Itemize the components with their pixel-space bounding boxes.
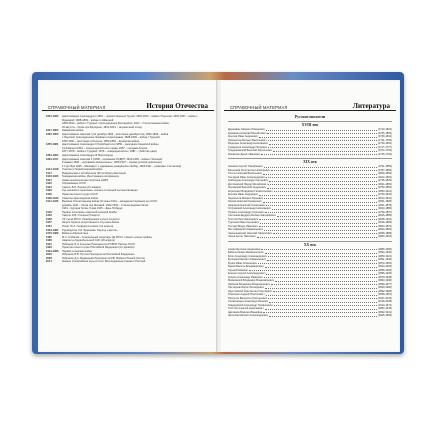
writer-name: Короленко Владимир Галактионович (228, 189, 273, 193)
leader-dots (268, 140, 378, 141)
leader-dots (267, 260, 377, 261)
writer-dates: (1809-1852) (377, 172, 392, 175)
history-entry-text: Смерть И.В. Сталина (5 марта) (62, 214, 100, 218)
left-page-header (42, 94, 214, 111)
leader-dots (263, 174, 377, 175)
writer-name: Достоевский Фёдор Михайлович (228, 182, 268, 186)
writer-name: Распутин Валентин Григорьевич (228, 296, 268, 300)
history-entry-text: Гражданская война. Иностранная интервенция (62, 175, 119, 179)
writer-dates: (1766-1826) (377, 131, 392, 135)
writer-dates: (1895-1925) (377, 272, 392, 275)
writer-dates: (1910-1971) (377, 303, 392, 307)
writer-name: Платонов Андрей Платонович (228, 293, 265, 296)
writer-name: Тургенев Иван Сергеевич (228, 221, 259, 224)
writer-dates: (1918-2008) (377, 300, 392, 303)
history-entry-year: 1994-1996 (46, 249, 59, 253)
history-list (38, 115, 218, 264)
writer-name: Сумароков Александр Петрович (228, 145, 268, 149)
writer-dates: (1814-1841) (377, 196, 392, 200)
writer-dates: (1749-1802) (377, 142, 392, 145)
writer-name: Батюшков Константин Николаевич (228, 168, 270, 172)
history-entry-year: 1993 (46, 246, 52, 250)
writer-name: Гончаров Иван Александрович (228, 175, 266, 179)
leader-dots (261, 249, 377, 250)
writer-entry (228, 153, 392, 157)
writer-name: Твардовский Александр Трифонович (228, 303, 273, 307)
history-entry-text: 19 февраля 1861 – отмена крепостного права; 1867 – продажа Аляски; (62, 146, 148, 150)
writer-dates: (1891-1940) (377, 258, 392, 261)
writer-name: Паустовский Константин Георгиевич (228, 289, 272, 293)
history-entry-year: 1921 (46, 178, 52, 182)
leader-dots (265, 267, 377, 268)
history-entry-year: 1817-1864 (46, 129, 59, 133)
history-entry-year: 1941-1945 (46, 200, 59, 204)
leader-dots (266, 177, 377, 178)
writer-dates: (1890-1960) (377, 286, 392, 289)
writer-name: Тютчев Фёдор Иванович (228, 224, 258, 228)
writer-dates: (1870-1953) (377, 261, 392, 265)
leader-dots (269, 316, 377, 317)
leader-dots (273, 233, 377, 234)
leader-dots (274, 305, 377, 306)
writer-dates: (1745-1792) (377, 152, 392, 156)
writer-name: Радищев Александр Николаевич (228, 142, 268, 145)
writer-entry (228, 235, 392, 239)
writer-dates: (1795-1829) (377, 179, 392, 182)
writer-name: Бабель Исаак Эммануилович (228, 251, 264, 254)
century-heading: XVIII век (228, 121, 392, 127)
history-entry-text: Принятие Конституции Российской Федерации (12 декабря) (62, 246, 135, 250)
writer-name: Горький Максим (228, 268, 248, 272)
writer-name: Набоков Владимир Владимирович (228, 282, 270, 286)
history-entry-year: 1956 (46, 217, 52, 221)
history-entry-text: 26 августа – битва при Бородине; 1813-1814 – заграничный поход. (62, 125, 143, 129)
history-entry-text: 1943 – Курская битва; 9 мая 1945 – День Победы) (62, 207, 123, 211)
history-entry-text: 1806-1812 – война с Турцией, присоединение Бессарабии; 1812 – Отечественная война; (62, 122, 170, 126)
history-entry-year: 1961 (46, 224, 52, 228)
writer-name: Ахматова Анна Андреевна (228, 247, 261, 251)
right-page-header (224, 94, 396, 111)
writer-name: Аксаков Сергей Тимофеевич (228, 165, 263, 168)
leader-dots (274, 191, 377, 192)
history-entry-text: Царствование Александра III Миротворца (62, 154, 113, 158)
history-entry-year: 1855-1881 (46, 143, 59, 147)
leader-dots (265, 288, 377, 289)
leader-dots (273, 151, 377, 152)
writer-entry (228, 314, 392, 318)
history-entry-text: Избрание Д.А. Медведева Президентом РФ. Война в Южной Осетии (62, 256, 145, 260)
writer-name: Цветаева Марина Ивановна (228, 310, 263, 314)
leader-dots (265, 309, 377, 310)
writer-dates: (1826-1889) (377, 214, 392, 217)
history-entry-text: 1877-1878 – война с Турцией; 1879 – «Народная воля»; 1881 – убийство царя) (62, 150, 157, 154)
history-entry-year: 1964-1982 (46, 228, 59, 232)
leader-dots (266, 274, 377, 275)
writer-dates: (1743-1816) (377, 128, 392, 131)
writer-name: Крылов Иван Андреевич (228, 193, 258, 196)
writer-dates: (1831-1895) (377, 200, 392, 203)
history-entry-text: Зимние Олимпийские игры в Сочи. Воссоединение Крыма с Россией (62, 260, 146, 264)
leader-dots (259, 226, 377, 227)
writer-dates: (1828-1889) (377, 231, 392, 235)
century-heading: XIX век (228, 158, 392, 164)
writer-name: Бунин Иван Алексеевич (228, 261, 257, 265)
leader-dots (259, 137, 377, 138)
right-page (220, 80, 400, 352)
history-entry-text: Избрание Б.Н. Ельцина Президентом РСФСР. Распад СССР (62, 242, 136, 246)
writer-dates: (1828-1910) (377, 217, 392, 221)
writer-name: Шолохов Михаил Александрович (228, 314, 269, 317)
leader-dots (271, 284, 377, 285)
writer-name: Грибоедов Александр Сергеевич (228, 179, 268, 182)
writer-dates: (1868-1936) (377, 268, 392, 272)
history-entry-text: Принятие Конституции СССР (62, 193, 98, 197)
history-entry-text: декабрь 1941 – битва под Москвой; 1942-1943 – Сталинградская битва; (62, 203, 149, 207)
writer-name: Маяковский Владимир Владимирович (228, 279, 275, 282)
writer-dates: (1860-1904) (377, 235, 392, 238)
leader-dots (267, 188, 377, 189)
writer-name: Блок Александр Александрович (228, 254, 267, 258)
history-entry-text: Участие в Первой мировой войне (62, 168, 103, 172)
history-entry-text: Великая Отечественная война (22 июня 1941 – нападение Германии на СССР; (62, 200, 158, 204)
history-entry-text: Февральская и Октябрьская (25 октября) революции (62, 171, 126, 175)
writer-name: Державин Гавриил Романович (228, 128, 265, 131)
writer-dates: (1803-1873) (377, 224, 392, 228)
writer-dates: (1905-1984) (377, 314, 392, 317)
history-entry-text: Царствование Александра I (1801 – провозглашение Грузии; 1804-1813 – война с Персией; 1805-1807 – война с Францией; 1808-1809 – война со Швецией; (62, 115, 198, 122)
leader-dots (269, 181, 377, 182)
history-entry-text: Царствование Николая I (14 декабря 1825 – восстание декабристов; 1826-1828 – война (62, 132, 169, 136)
writer-name: Куприн Александр Иванович (228, 275, 263, 279)
writer-name: Чехов Антон Павлович (228, 235, 256, 238)
history-entry-year: 1825-1855 (46, 132, 59, 136)
writer-name: Лесков Николай Семёнович (228, 200, 262, 203)
writer-name: Пастернак Борис Леонидович (228, 286, 265, 289)
writer-name: Островский Александр Николаевич (228, 207, 271, 210)
writer-dates: (1769-1844) (377, 193, 392, 196)
writer-name: Тредиаковский Василий Кириллович (228, 149, 273, 152)
writer-dates: (1717-1777) (377, 145, 392, 149)
writer-dates: (1899-1951) (377, 293, 392, 296)
writer-dates: (1821-1878) (377, 203, 392, 207)
history-entry-text: Война в Афганистане (62, 232, 89, 236)
writer-name: Чернышевский Николай Гаврилович (228, 231, 272, 235)
history-entry-text: 17 октября 1905 – Манифест о даровании гражданских свобод; 1906-1911 – реформы Столыпина) (62, 164, 182, 168)
leader-dots (275, 281, 377, 282)
history-entry-text: с Персией; присоединение Эривани и Нахичевани; 1828-1829 – война с Турцией; (62, 136, 161, 140)
leader-dots (266, 130, 377, 131)
history-entry-text: Руководство Л.И. Брежнева. Период «застоя» (62, 228, 118, 232)
leader-dots (268, 184, 376, 185)
history-entry-year: 1918-1920 (46, 175, 59, 179)
leader-dots (257, 237, 377, 238)
writer-dates: (1823-1886) (377, 207, 392, 210)
history-entry-text: М.С. Горбачёв – Генеральный секретарь ЦК КПСС. Начало «перестройки» (62, 235, 153, 239)
leader-dots (265, 212, 376, 213)
writer-dates: (1899-1977) (377, 282, 392, 286)
writer-dates: (1799-1837) (377, 210, 392, 214)
history-entry-year: 1914-1918 (46, 168, 59, 172)
history-entry-text: Смерть В.И. Ленина (21 января) (62, 185, 101, 189)
writers-heading: Русские писатели (294, 115, 326, 119)
history-entry-text: Полёт Ю.А. Гагарина в космос (12 апреля) (62, 224, 114, 228)
history-entry-year: 1991 (46, 242, 52, 246)
writer-dates: (1820-1892) (377, 228, 392, 231)
left-page-kicker: СПРАВОЧНЫЙ МАТЕРИАЛ (48, 105, 106, 110)
writer-name: Толстой Алексей Николаевич (228, 307, 264, 310)
writer-dates: (1818-1883) (377, 221, 392, 224)
writer-dates: (1870-1938) (377, 275, 392, 279)
history-entry-text: Первое испытание советской атомной бомбы (62, 210, 117, 214)
history-entry-year: 1924 (46, 185, 52, 189)
history-entry-text: Год «великого перелома». Начало сплошной коллективизации (62, 189, 138, 193)
leader-dots (263, 312, 377, 313)
leader-dots (264, 277, 377, 278)
writer-name: Булгаков Михаил Афанасьевич (228, 258, 266, 261)
right-page-kicker: СПРАВОЧНЫЙ МАТЕРИАЛ (230, 105, 288, 110)
history-entry-text: Новая экономическая политика (НЭП) (62, 178, 109, 182)
leader-dots (259, 195, 377, 196)
history-entry-year: 1917 (46, 171, 52, 175)
writer-name: Солженицын Александр Исаевич (228, 300, 269, 303)
writer-dates: (1853-1921) (377, 189, 392, 193)
history-entry-text: 9 января 1905 – «Кровавое воскресенье»; 1905-1907 – первая русская революция; (62, 161, 163, 165)
leader-dots (269, 302, 377, 303)
writer-dates: (1812-1891) (377, 175, 392, 179)
leader-dots (267, 133, 377, 134)
history-entry-text: XX съезд КПСС. Разоблачение культа личности (62, 217, 120, 221)
history-entry-year: 1957 (46, 221, 52, 225)
left-page-title: История Отечества (146, 102, 208, 110)
leader-dots (268, 147, 377, 148)
writer-dates: (1711-1765) (378, 138, 392, 142)
leader-dots (258, 263, 377, 264)
history-entry-text: Первая чеченская война (62, 249, 92, 253)
history-entry-year: 1881-1894 (46, 154, 59, 158)
leader-dots (264, 230, 377, 231)
writer-name: Гоголь Николай Васильевич (228, 172, 262, 175)
history-entry-year: 1986 (46, 239, 52, 243)
leader-dots (261, 154, 377, 155)
history-entry-text: Кавказская война (62, 129, 84, 133)
writer-dates: (1883-1945) (377, 307, 392, 310)
writer-name: Карамзин Николай Михайлович (228, 131, 267, 135)
writer-name: Пушкин Александр Сергеевич (228, 210, 265, 214)
history-entry-year: 1929 (46, 189, 52, 193)
history-entry-year: 1801-1825 (46, 115, 59, 118)
writer-name: Жуковский Василий Андреевич (228, 186, 266, 189)
leader-dots (265, 253, 377, 254)
history-entry-year: 1894-1917 (46, 157, 59, 161)
writer-dates: (1889-1966) (377, 247, 392, 251)
leader-dots (277, 216, 377, 217)
history-entry-year: 2014 (46, 260, 52, 264)
history-entry-year: 1985 (46, 235, 52, 239)
leader-dots (272, 209, 377, 210)
leader-dots (269, 144, 377, 145)
right-page-title: Литература (352, 102, 390, 110)
writer-dates: (1703-1769) (377, 149, 392, 152)
writer-dates: (1783-1852) (377, 186, 392, 189)
leader-dots (264, 167, 377, 168)
history-entry (46, 260, 210, 264)
leader-dots (268, 298, 377, 299)
writer-dates: (1880-1921) (377, 254, 392, 258)
left-page (38, 80, 218, 352)
writer-dates: (1787-1855) (377, 168, 392, 172)
writer-dates: (1892-1941) (377, 310, 392, 314)
history-entry-year: 2008 (46, 256, 52, 260)
writer-name: Ломоносов Михаил Васильевич (228, 138, 267, 142)
history-entry-year: 1922 (46, 182, 52, 186)
leader-dots (263, 202, 377, 203)
leader-dots (271, 170, 377, 171)
history-entry-text: Избрание В.В. Путина Президентом Российской Федерации (62, 253, 135, 257)
writer-dates: (1924-2003) (377, 265, 392, 268)
history-entry-text: Царствование Николая II (1898 – основание РСДРП; 1904-1905 – война с Японией; (62, 157, 163, 161)
leader-dots (260, 223, 377, 224)
history-entry-year: 1953 (46, 214, 52, 218)
writer-name: Некрасов Николай Алексеевич (228, 203, 266, 207)
leader-dots (273, 291, 377, 292)
leader-dots (266, 295, 377, 296)
writer-name: Фет Афанасий Афанасьевич (228, 228, 263, 231)
writer-dates: (1821-1881) (377, 182, 392, 186)
history-entry-text: Авария на Чернобыльской АЭС (26 апреля) (62, 239, 115, 243)
writer-name: Крылов Иван Андреевич (228, 135, 258, 138)
century-heading: XX век (228, 241, 392, 247)
history-entry-text: Образование СССР (62, 182, 87, 186)
writer-name: Лермонтов Михаил Юрьевич (228, 196, 263, 200)
history-entry-text: 1830-1831 – восстание в Польше; 1853-1856 – Крымская война) (62, 139, 140, 143)
leader-dots (259, 219, 377, 220)
history-entry-year: 1936 (46, 193, 52, 197)
writer-dates: (1937-2015) (377, 296, 392, 300)
writer-name: Фонвизин Денис Иванович (228, 152, 261, 156)
leader-dots (266, 205, 376, 206)
writer-dates: (1894-1940) (377, 251, 392, 254)
leader-dots (268, 256, 377, 257)
history-entry-text: Царствование Александра II Освободителя (1856 – окончание Крымской войны; (62, 143, 160, 147)
leader-dots (249, 270, 377, 271)
writers-list (220, 121, 400, 318)
writer-dates: (1791-1859) (377, 165, 392, 168)
leader-dots (264, 198, 377, 199)
history-entry-year: 2000 (46, 253, 52, 257)
history-entry-text: Советско-финляндская война (62, 196, 98, 200)
history-entry-year: 1949 (46, 210, 52, 214)
history-entry-year: 1939-1940 (46, 196, 59, 200)
history-entry-year: 1979-1989 (46, 232, 59, 236)
writer-name: Есенин Сергей Александрович (228, 272, 266, 275)
writer-dates: (1892-1968) (377, 289, 392, 293)
writer-name: Быков Василь Владимирович (228, 265, 264, 268)
writer-dates: (1893-1930) (377, 279, 392, 282)
writer-name: Салтыков-Щедрин Михаил Евграфович (228, 214, 276, 217)
writer-dates: (1769-1844) (377, 135, 392, 138)
history-entry-text: Запуск первого искусственного спутника Земли (62, 221, 120, 225)
writer-name: Толстой Лев Николаевич (228, 217, 259, 221)
